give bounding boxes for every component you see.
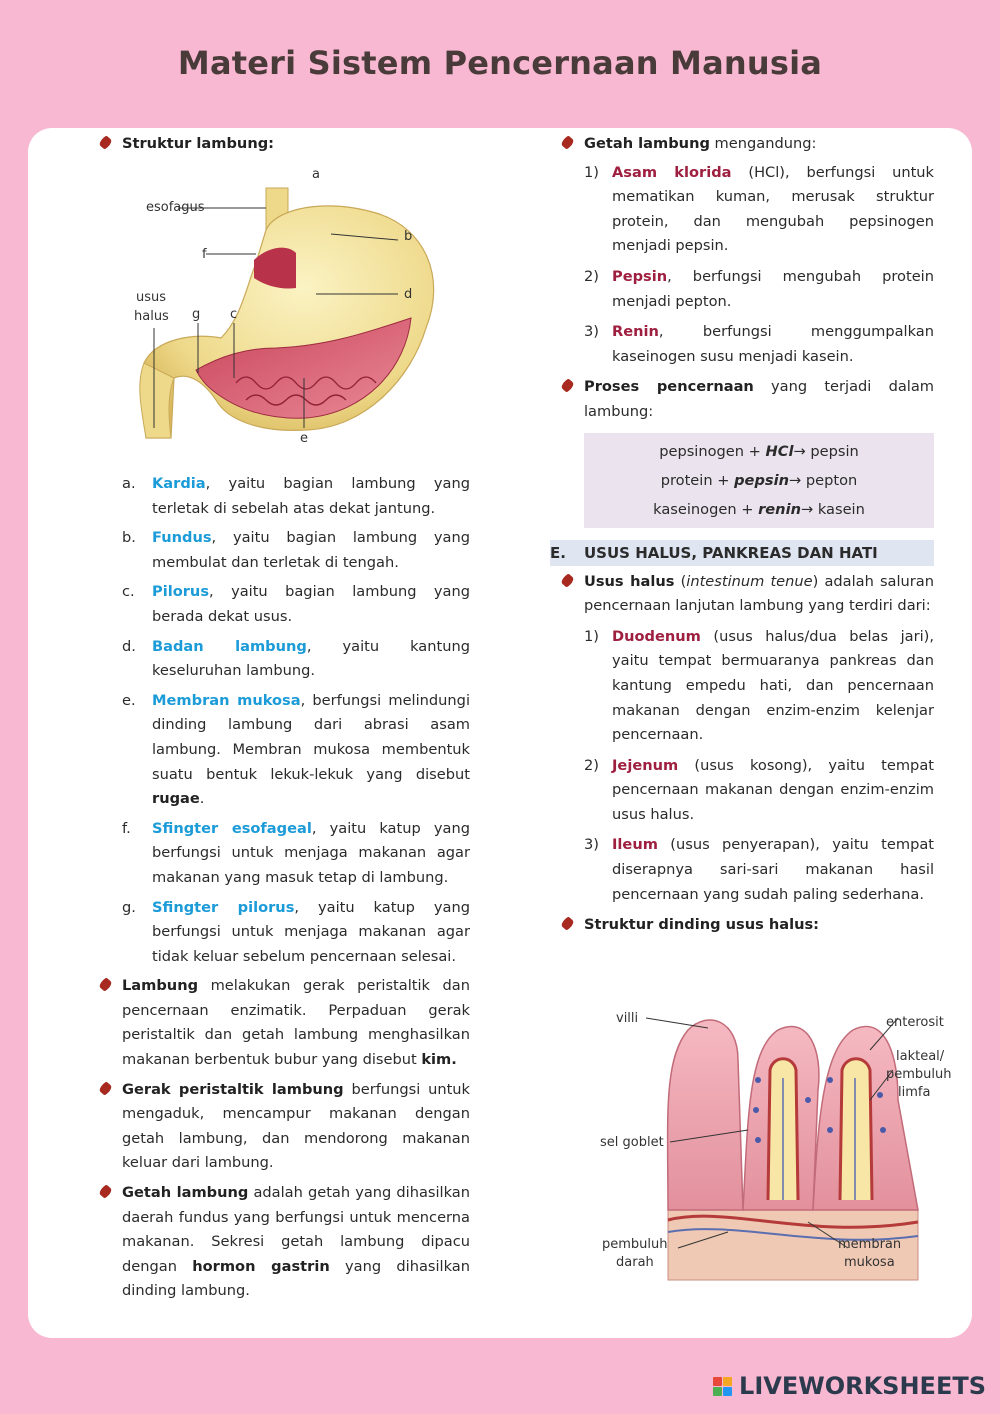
label-e: e xyxy=(300,431,308,446)
list-item: 1) Asam klorida (HCl), berfungsi untuk mematikan kuman, merusak struktur protein, dan mengubah pepsinogen menjadi pepsin. xyxy=(584,163,934,255)
list-item: 1) Duodenum (usus halus/dua belas jari), yaitu tempat bermuaranya pankreas dan kantung empedu hati, dan pencernaan makanan dengan enzim-enzim kelenjar pencernaan. xyxy=(584,627,934,744)
stomach-parts-list xyxy=(96,472,470,1304)
label-enterosit: enterosit xyxy=(886,1015,944,1030)
stomach-diagram xyxy=(126,168,456,458)
list-item: d. Badan lambung, yaitu kantung keseluruhan lambung. xyxy=(122,637,470,680)
liveworksheets-logo xyxy=(713,1372,986,1400)
equation-row: protein + pepsin→ pepton xyxy=(660,471,858,489)
label-membran-1: membran xyxy=(838,1237,902,1252)
watermark-text: LIVEWORKSHEETS xyxy=(739,1372,986,1400)
label-halus: halus xyxy=(134,309,169,324)
list-item: c. Pilorus, yaitu bagian lambung yang berada dekat usus. xyxy=(122,583,470,625)
label-membran-2: mukosa xyxy=(844,1255,895,1270)
list-item: g. Sfingter pilorus, yaitu katup yang berfungsi untuk menjaga makanan agar tidak keluar sebelum pencernaan selesai. xyxy=(122,898,470,965)
struktur-lambung-heading: Struktur lambung: xyxy=(96,132,470,157)
list-item: 3) Renin, berfungsi menggumpalkan kaseinogen susu menjadi kasein. xyxy=(584,323,934,365)
list-item: 2) Jejenum (usus kosong), yaitu tempat pencernaan makanan dengan enzim-enzim usus halus. xyxy=(584,756,934,823)
right-column-content xyxy=(550,132,934,938)
proses-pencernaan-heading: Proses pencernaan yang terjadi dalam lambung: xyxy=(558,375,934,424)
paragraph-gerak-peristaltik: Gerak peristaltik lambung berfungsi untuk mengaduk, mencampur makanan dengan getah lambung, dan mendorong makanan keluar dari lambung. xyxy=(96,1078,470,1176)
list-item: 2) Pepsin, berfungsi mengubah protein menjadi pepton. xyxy=(584,267,934,310)
label-g: g xyxy=(192,307,201,322)
list-item: f. Sfingter esofageal, yaitu katup yang berfungsi untuk menjaga makanan agar makanan yang masuk tetap di lambung. xyxy=(122,819,470,886)
label-pembuluh-limfa-1: pembuluh xyxy=(886,1067,952,1082)
struktur-dinding-heading: Struktur dinding usus halus: xyxy=(558,913,934,938)
label-usus: usus xyxy=(136,290,167,305)
label-villi: villi xyxy=(616,1011,639,1026)
liveworksheets-icon xyxy=(713,1377,732,1396)
villi-diagram xyxy=(600,1000,952,1300)
equation-box xyxy=(584,433,934,528)
usus-halus-paragraph: Usus halus (intestinum tenue) adalah saluran pencernaan lanjutan lambung yang terdiri dari: xyxy=(558,570,934,619)
label-f: f xyxy=(202,247,207,262)
list-item: a. Kardia, yaitu bagian lambung yang terletak di sebelah atas dekat jantung. xyxy=(122,475,470,517)
label-c: c xyxy=(230,307,238,322)
worksheet-sheet xyxy=(28,128,972,1338)
page-title: Materi Sistem Pencernaan Manusia xyxy=(177,44,823,82)
equation-row: pepsinogen + HCl→ pepsin xyxy=(659,442,859,460)
label-esofagus: esofagus xyxy=(146,200,205,215)
label-lakteal: lakteal/ xyxy=(896,1049,945,1064)
label-a: a xyxy=(312,167,320,182)
list-item: 3) Ileum (usus penyerapan), yaitu tempat diserapnya sari-sari makanan hasil pencernaan yang sudah paling sederhana. xyxy=(584,836,934,903)
list-item: e. Membran mukosa, berfungsi melindungi dinding lambung dari abrasi asam lambung. Membran mukosa membentuk suatu bentuk lekuk-lekuk yang disebut rugae. xyxy=(122,691,470,808)
list-item: b. Fundus, yaitu bagian lambung yang membulat dan terletak di tengah. xyxy=(122,529,470,571)
label-b: b xyxy=(404,229,413,244)
label-sel-goblet: sel goblet xyxy=(600,1135,664,1150)
label-pembuluh-darah-2: darah xyxy=(616,1255,654,1270)
section-heading-e: E. USUS HALUS, PANKREAS DAN HATI xyxy=(550,540,934,566)
paragraph-lambung: Lambung melakukan gerak peristaltik dan pencernaan enzimatik. Perpaduan gerak peristaltik dan getah lambung menghasilkan makanan berbentuk bubur yang disebut kim. xyxy=(96,974,470,1072)
label-pembuluh-darah-1: pembuluh xyxy=(602,1237,668,1252)
label-pembuluh-limfa-2: limfa xyxy=(898,1085,931,1100)
paragraph-getah-lambung: Getah lambung adalah getah yang dihasilkan daerah fundus yang berfungsi untuk mencerna makanan. Sekresi getah lambung dipacu dengan hormon gastrin yang dihasilkan dinding lambung. xyxy=(96,1181,470,1304)
equation-row: kaseinogen + renin→ kasein xyxy=(653,500,865,518)
label-d: d xyxy=(404,287,413,302)
getah-lambung-heading: Getah lambung mengandung: xyxy=(558,132,934,157)
